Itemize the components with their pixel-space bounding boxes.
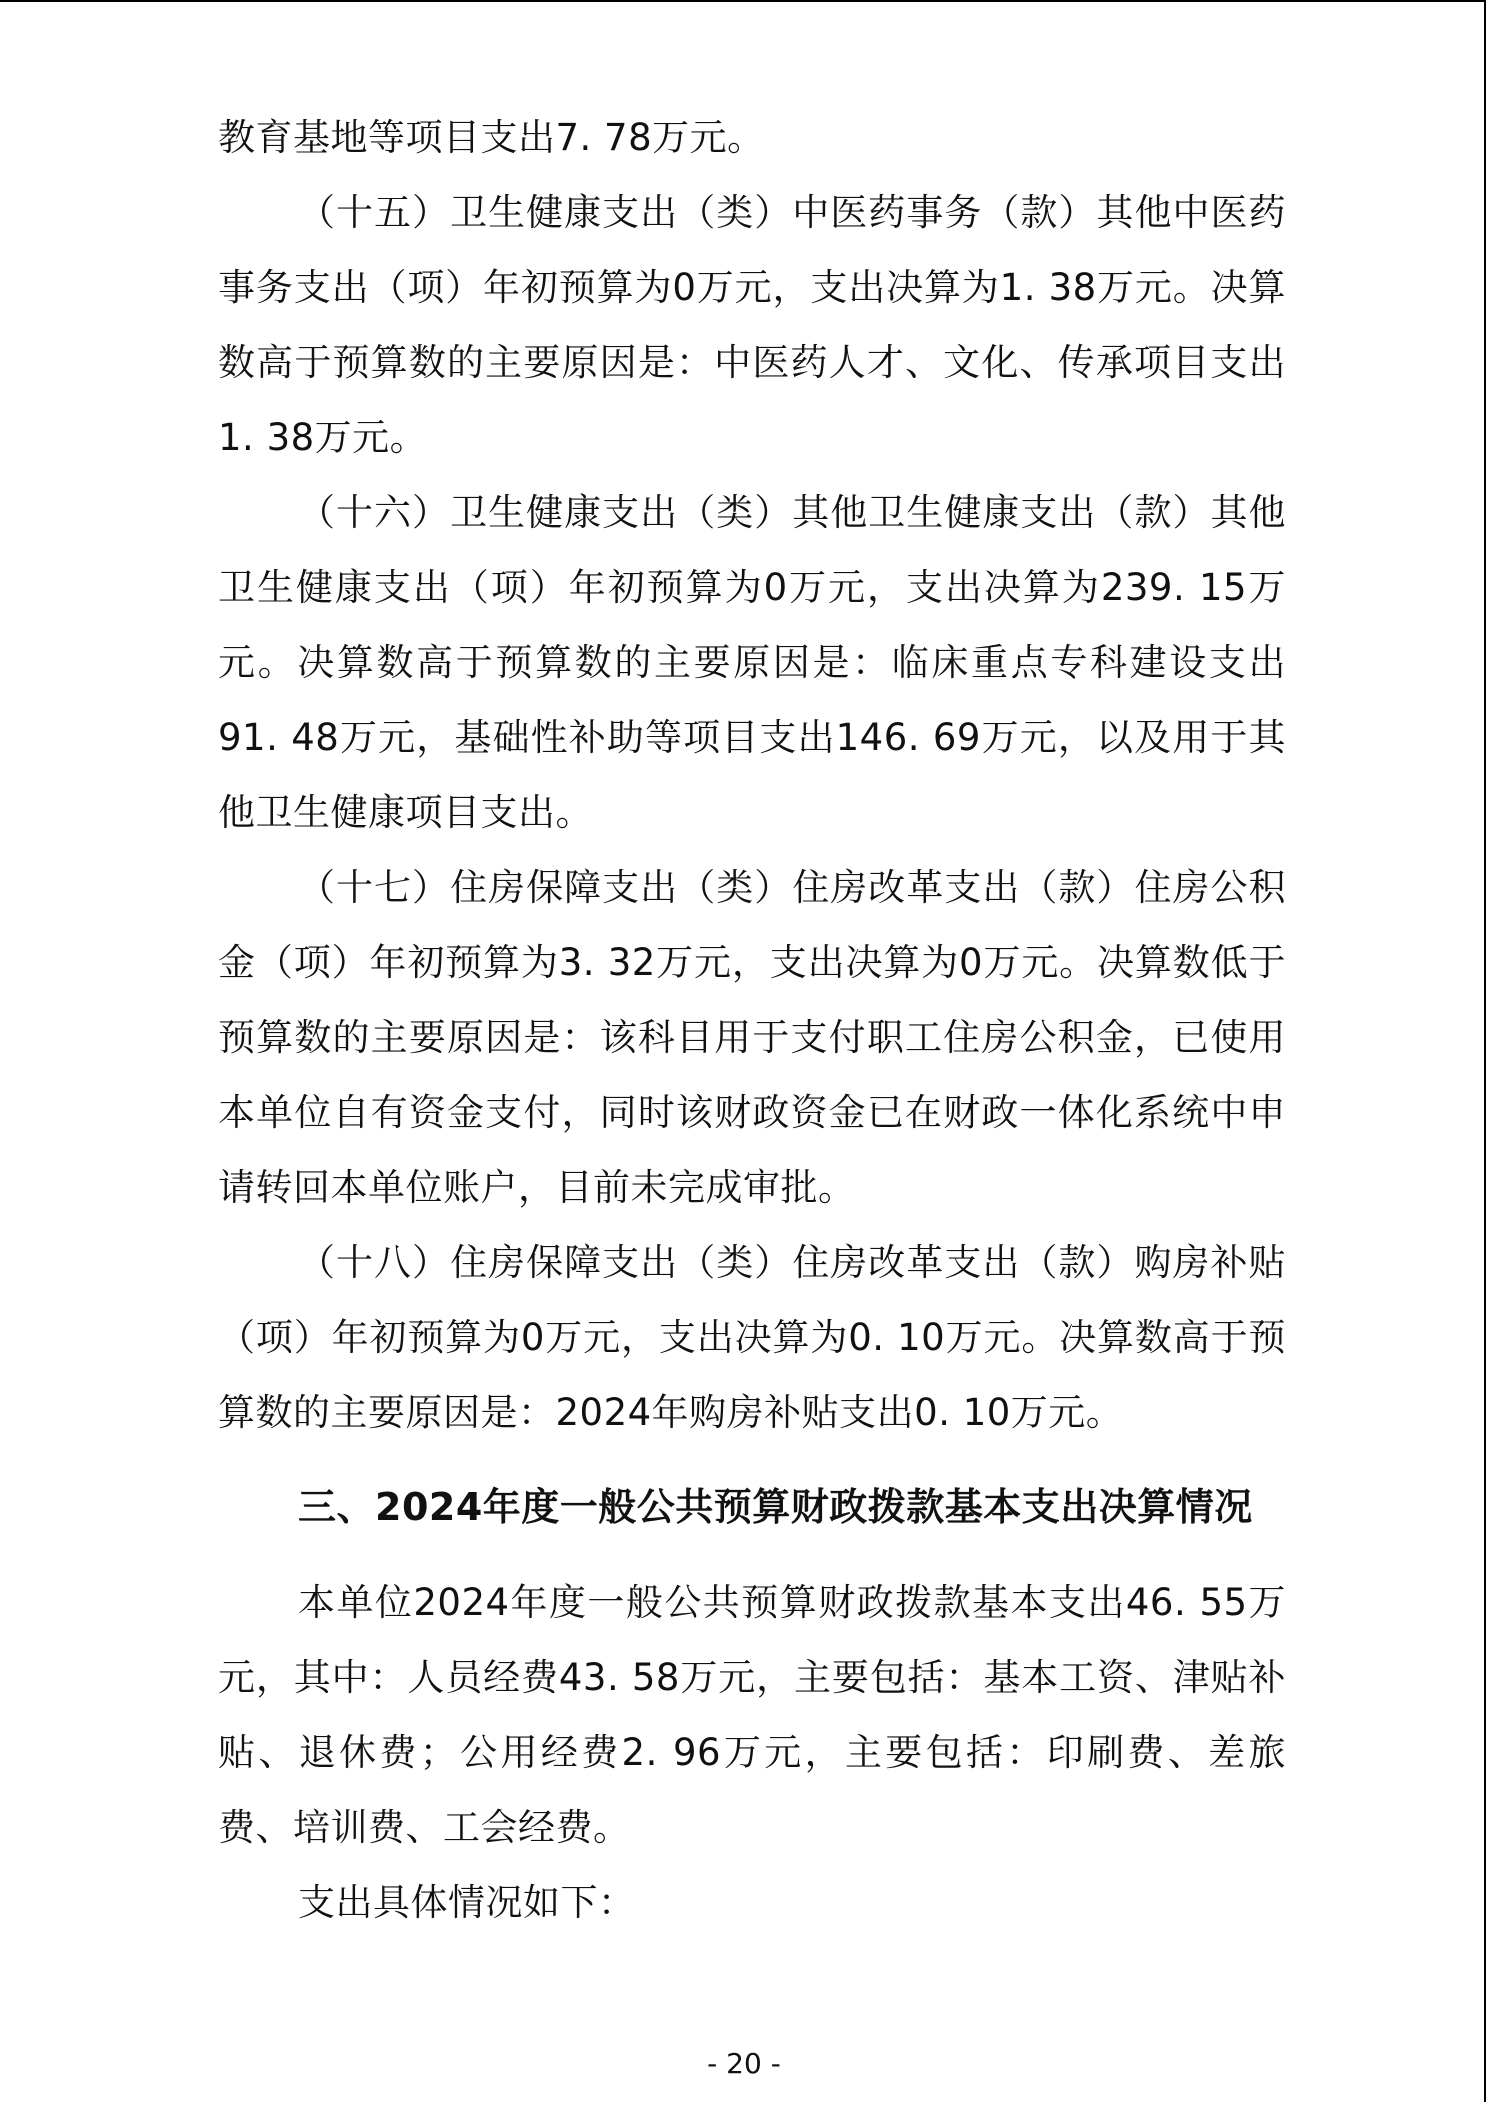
paragraph-basic-expenditure: 本单位2024年度一般公共预算财政拨款基本支出46. 55万元，其中：人员经费43. 58万元，主要包括：基本工资、津贴补贴、退休费；公用经费2. 96万元，主要包括：印刷费、差旅费、培训费、工会经费。 bbox=[218, 1581, 1286, 1849]
paragraph-details-intro: 支出具体情况如下： bbox=[298, 1881, 636, 1924]
paragraph-continuation: 教育基地等项目支出7. 78万元。 bbox=[218, 116, 765, 159]
paragraph-item-15: （十五）卫生健康支出（类）中医药事务（款）其他中医药事务支出（项）年初预算为0万元，支出决算为1. 38万元。决算数高于预算数的主要原因是：中医药人才、文化、传承项目支出1. 38万元。 bbox=[218, 191, 1286, 459]
section-heading: 三、2024年度一般公共预算财政拨款基本支出决算情况 bbox=[298, 1485, 1253, 1529]
paragraph-item-16: （十六）卫生健康支出（类）其他卫生健康支出（款）其他卫生健康支出（项）年初预算为0万元，支出决算为239. 15万元。决算数高于预算数的主要原因是：临床重点专科建设支出91. 48万元，基础性补助等项目支出146. 69万元，以及用于其他卫生健康项目支出。 bbox=[218, 491, 1286, 834]
document-body bbox=[218, 100, 1286, 1940]
paragraph-item-18: （十八）住房保障支出（类）住房改革支出（款）购房补贴（项）年初预算为0万元，支出决算为0. 10万元。决算数高于预算数的主要原因是：2024年购房补贴支出0. 10万元。 bbox=[218, 1241, 1286, 1434]
paragraph-item-17: （十七）住房保障支出（类）住房改革支出（款）住房公积金（项）年初预算为3. 32万元，支出决算为0万元。决算数低于预算数的主要原因是：该科目用于支付职工住房公积金，已使用本单位自有资金支付，同时该财政资金已在财政一体化系统中申请转回本单位账户，目前未完成审批。 bbox=[218, 866, 1286, 1209]
page-number: - 20 - bbox=[707, 2047, 781, 2080]
